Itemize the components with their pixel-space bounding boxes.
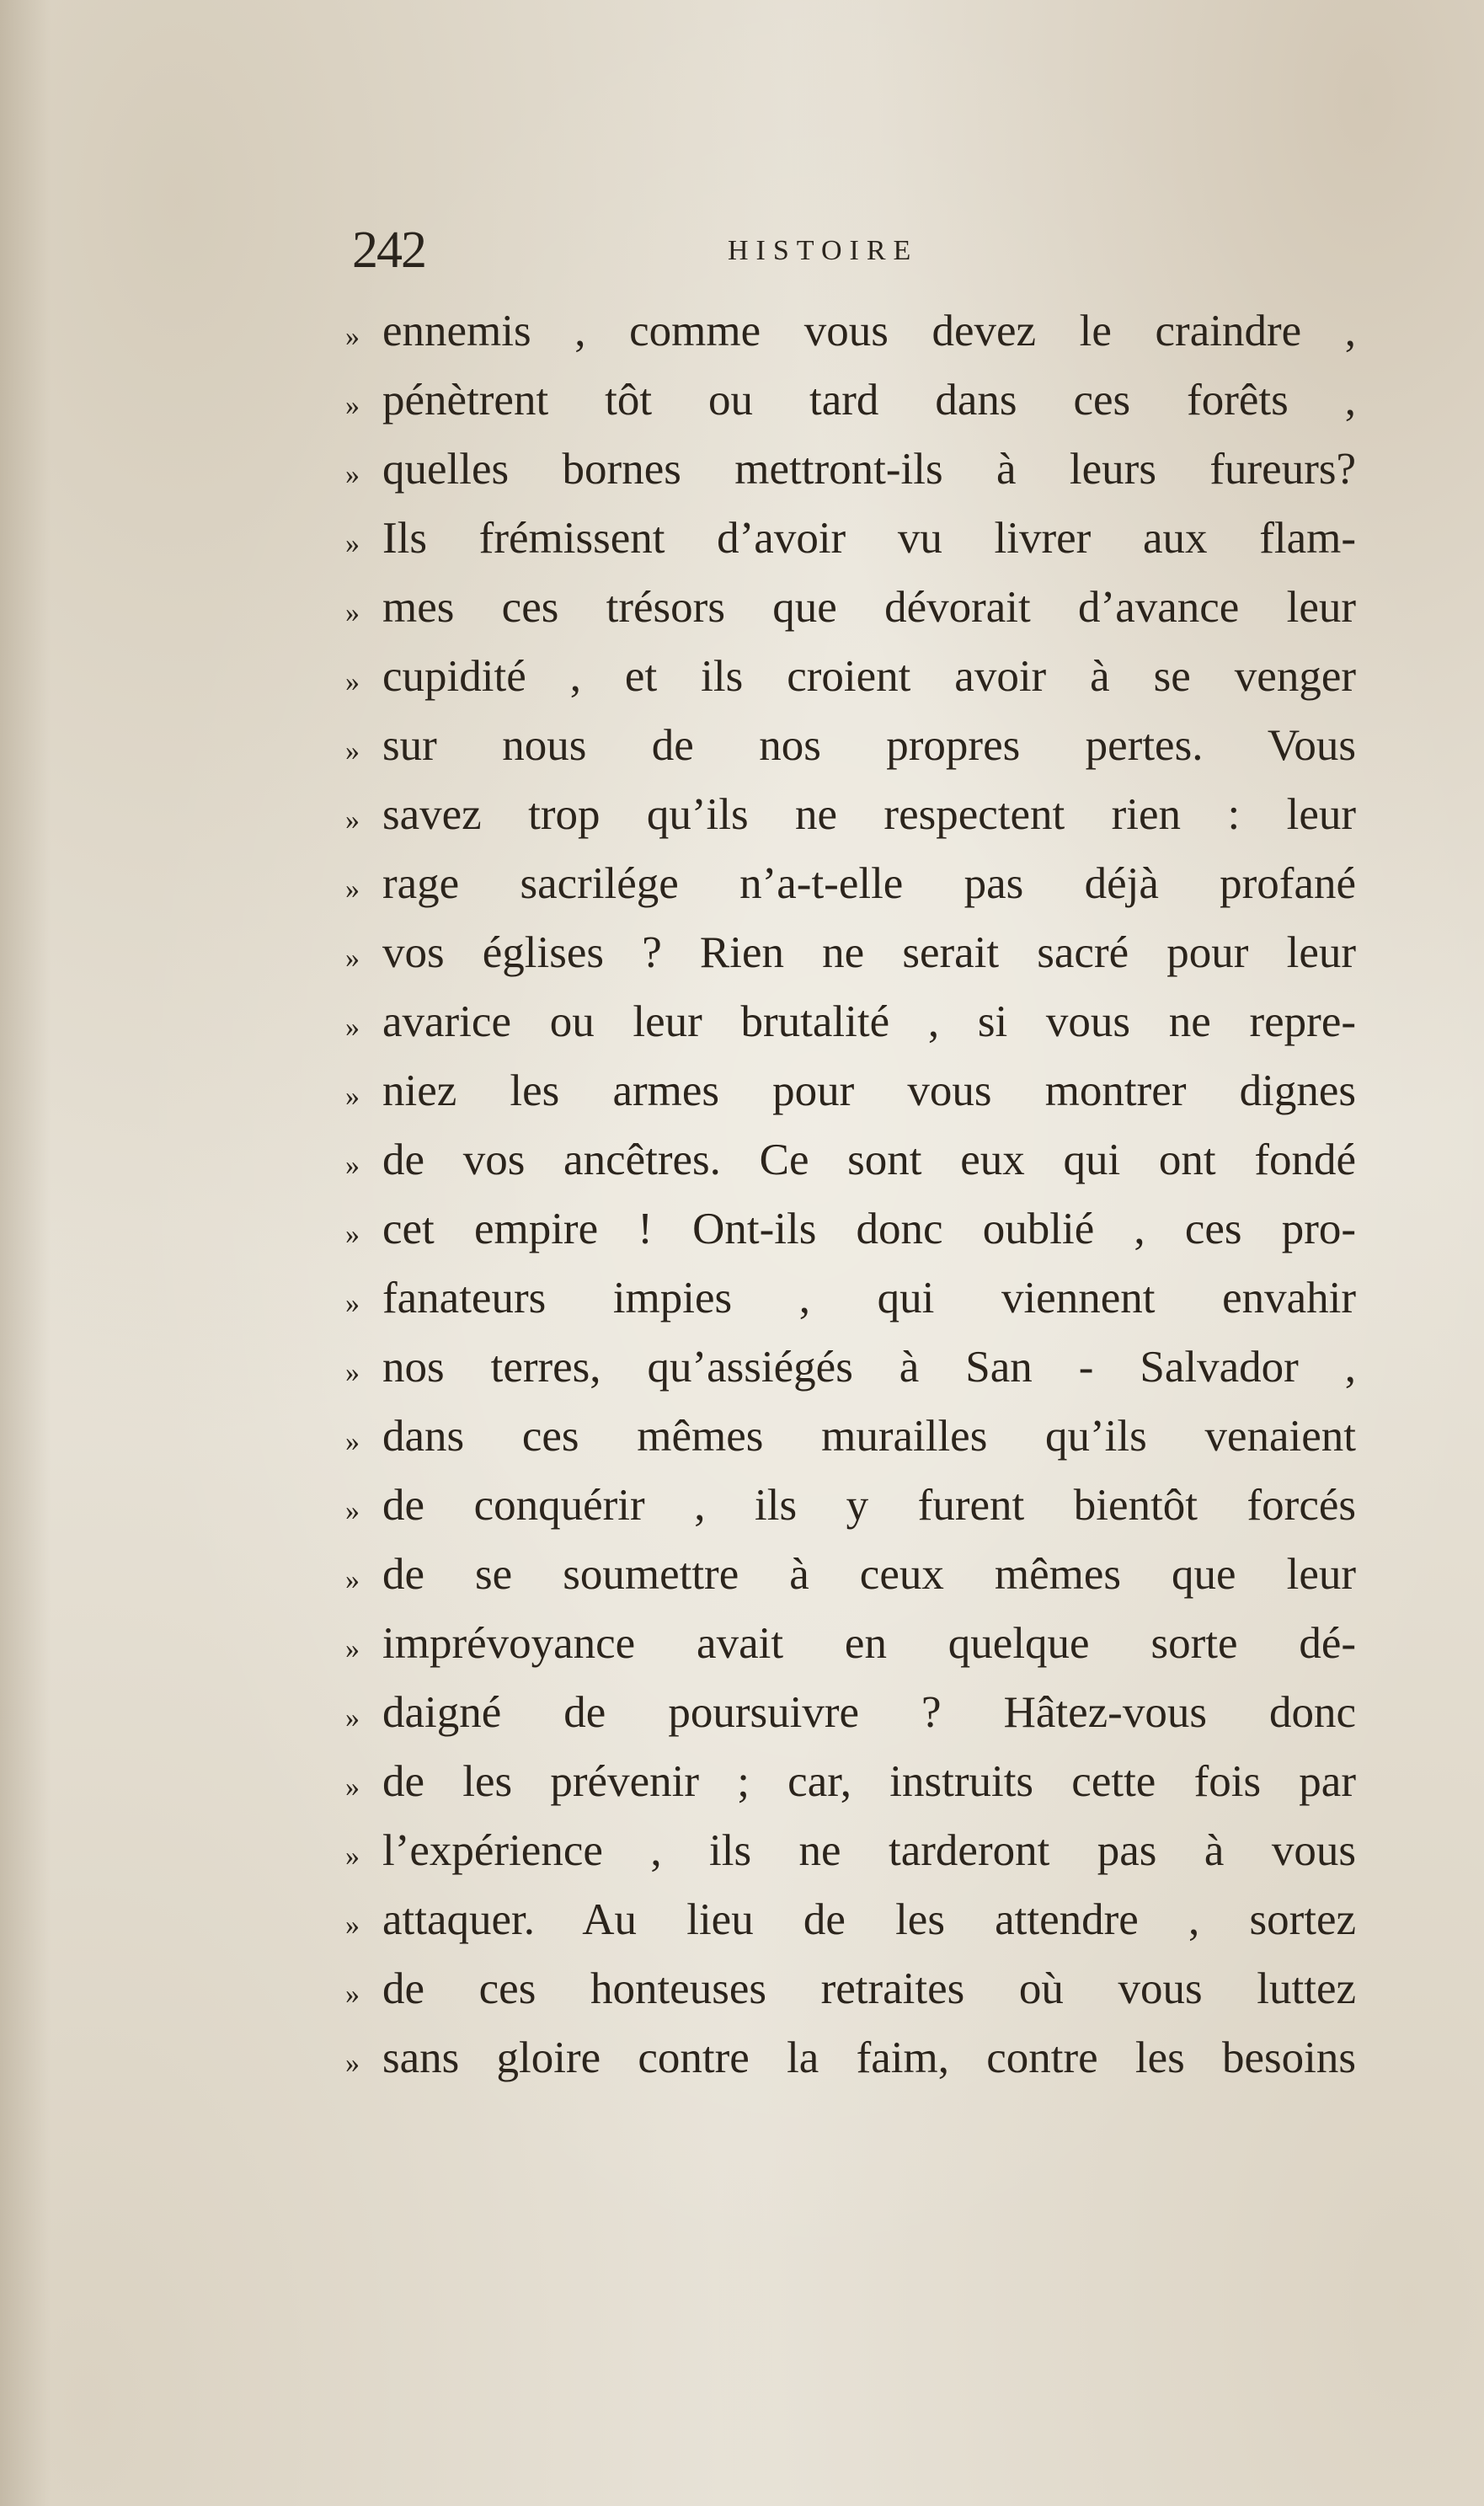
- body-text: [345, 297, 1356, 2092]
- line-text: sans gloire contre la faim, contre les besoins: [382, 2033, 1356, 2082]
- quote-mark: »: [345, 1426, 360, 1457]
- text-line: [345, 642, 1356, 711]
- text-line: [345, 1125, 1356, 1194]
- quote-mark: »: [345, 1495, 360, 1526]
- running-title: HISTOIRE: [728, 235, 919, 266]
- quote-mark: »: [345, 1357, 360, 1388]
- quote-mark: »: [345, 1979, 360, 2010]
- line-text: savez trop qu’ils ne respectent rien : leur: [382, 790, 1356, 839]
- quote-mark: »: [345, 1633, 360, 1664]
- line-text: mes ces trésors que dévorait d’avance leur: [382, 583, 1356, 632]
- line-text: vos églises ? Rien ne serait sacré pour leur: [382, 928, 1356, 977]
- text-line: [345, 573, 1356, 642]
- line-text: niez les armes pour vous montrer dignes: [382, 1066, 1356, 1115]
- line-text: de les prévenir ; car, instruits cette fois par: [382, 1757, 1356, 1806]
- line-text: quelles bornes mettront-ils à leurs fureurs?: [382, 445, 1356, 494]
- quote-mark: »: [345, 666, 360, 697]
- quote-mark: »: [345, 459, 360, 490]
- text-line: [345, 1471, 1356, 1540]
- quote-mark: »: [345, 1702, 360, 1734]
- line-text: fanateurs impies , qui viennent envahir: [382, 1274, 1356, 1322]
- quote-mark: »: [345, 1219, 360, 1250]
- quote-mark: »: [345, 1012, 360, 1043]
- line-text: cet empire ! Ont-ils donc oublié , ces pro-: [382, 1205, 1356, 1253]
- quote-mark: »: [345, 804, 360, 836]
- line-text: sur nous de nos propres pertes. Vous: [382, 721, 1356, 770]
- line-text: ennemis , comme vous devez le craindre ,: [382, 307, 1356, 355]
- line-text: daigné de poursuivre ? Hâtez-vous donc: [382, 1688, 1356, 1737]
- quote-mark: »: [345, 1910, 360, 1941]
- text-line: [345, 849, 1356, 918]
- text-line: [345, 711, 1356, 780]
- quote-mark: »: [345, 874, 360, 905]
- text-line: [345, 2023, 1356, 2092]
- text-line: [345, 1747, 1356, 1816]
- text-line: [345, 1678, 1356, 1747]
- page-header: [352, 221, 1346, 280]
- line-text: l’expérience , ils ne tarderont pas à vous: [382, 1826, 1356, 1875]
- page-edge-shadow: [0, 0, 51, 2506]
- line-text: Ils frémissent d’avoir vu livrer aux flam-: [382, 514, 1356, 563]
- quote-mark: »: [345, 321, 360, 352]
- text-line: [345, 780, 1356, 849]
- line-text: de ces honteuses retraites où vous luttez: [382, 1964, 1356, 2013]
- line-text: de conquérir , ils y furent bientôt forcés: [382, 1481, 1356, 1530]
- line-text: cupidité , et ils croient avoir à se venger: [382, 652, 1356, 701]
- quote-mark: »: [345, 1081, 360, 1112]
- text-line: [345, 987, 1356, 1056]
- text-line: [345, 504, 1356, 573]
- text-line: [345, 1609, 1356, 1678]
- text-line: [345, 297, 1356, 366]
- text-line: [345, 366, 1356, 435]
- line-text: de se soumettre à ceux mêmes que leur: [382, 1550, 1356, 1599]
- text-line: [345, 1333, 1356, 1402]
- text-line: [345, 1954, 1356, 2023]
- text-line: [345, 1402, 1356, 1471]
- quote-mark: »: [345, 1841, 360, 1872]
- quote-mark: »: [345, 735, 360, 767]
- text-line: [345, 1885, 1356, 1954]
- line-text: de vos ancêtres. Ce sont eux qui ont fondé: [382, 1135, 1356, 1184]
- quote-mark: »: [345, 1150, 360, 1181]
- line-text: nos terres, qu’assiégés à San - Salvador ,: [382, 1343, 1356, 1392]
- quote-mark: »: [345, 390, 360, 421]
- quote-mark: »: [345, 597, 360, 628]
- quote-mark: »: [345, 528, 360, 559]
- quote-mark: »: [345, 2048, 360, 2079]
- text-line: [345, 918, 1356, 987]
- line-text: attaquer. Au lieu de les attendre , sortez: [382, 1895, 1356, 1944]
- line-text: imprévoyance avait en quelque sorte dé-: [382, 1619, 1356, 1668]
- line-text: avarice ou leur brutalité , si vous ne repre-: [382, 997, 1356, 1046]
- quote-mark: »: [345, 943, 360, 974]
- line-text: dans ces mêmes murailles qu’ils venaient: [382, 1412, 1356, 1461]
- page-number: 242: [352, 222, 425, 279]
- text-line: [345, 1264, 1356, 1333]
- quote-mark: »: [345, 1771, 360, 1803]
- text-line: [345, 1816, 1356, 1885]
- quote-mark: »: [345, 1288, 360, 1319]
- text-line: [345, 1194, 1356, 1264]
- text-line: [345, 435, 1356, 504]
- text-line: [345, 1540, 1356, 1609]
- text-line: [345, 1056, 1356, 1125]
- quote-mark: »: [345, 1564, 360, 1595]
- line-text: pénètrent tôt ou tard dans ces forêts ,: [382, 376, 1356, 425]
- line-text: rage sacrilége n’a-t-elle pas déjà profané: [382, 859, 1356, 908]
